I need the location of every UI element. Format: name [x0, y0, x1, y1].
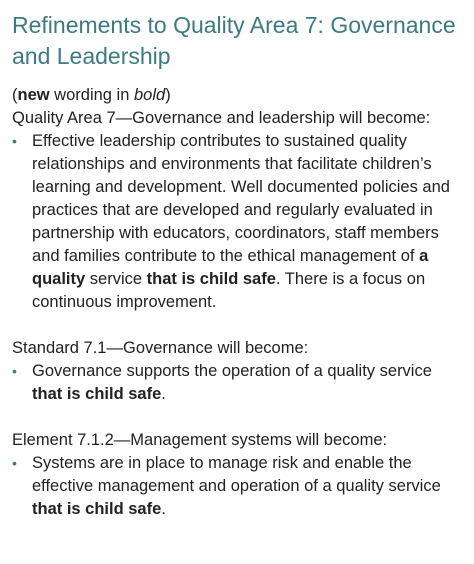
text-segment: Governance supports the operation of a quality service [32, 362, 432, 380]
text-segment: Effective leadership contributes to sustained quality relationships and environments that facilitate children’s learning and development. Well documented policies and practices that are developed and regularly evaluated in partnership with educators, coordinators, staff members and families contribute to the ethical management of [32, 132, 450, 265]
bullet-text [32, 360, 466, 406]
list-item [12, 360, 466, 406]
text-segment: . There is a focus on continuous improvement. [32, 270, 426, 311]
bullet-icon: • [12, 133, 17, 149]
text-segment-bold: that is child safe [146, 270, 276, 288]
text-segment-bold: a quality [32, 247, 429, 288]
note-bold-word: bold [133, 86, 166, 104]
text-segment: service [85, 270, 147, 288]
text-segment: . [161, 385, 166, 403]
text-segment-bold: that is child safe [32, 500, 162, 518]
note-new-word: new [17, 86, 50, 104]
wording-note [12, 84, 466, 107]
note-open: ( [12, 86, 18, 104]
bullet-text [32, 130, 466, 314]
list-item [12, 130, 466, 314]
text-segment-bold: that is child safe [32, 385, 162, 403]
text-segment: Systems are in place to manage risk and enable the effective management and operation of a quality service [32, 454, 441, 495]
section-heading-standard: Standard 7.1—Governance will become: [12, 339, 309, 357]
note-middle: wording in [49, 86, 134, 104]
section-gap [12, 314, 466, 337]
text-segment: . [161, 500, 166, 518]
section-heading-element: Element 7.1.2—Management systems will become: [12, 431, 388, 449]
section-gap [12, 406, 466, 429]
document-page [12, 10, 466, 521]
bullet-icon: • [12, 455, 17, 471]
bullet-icon: • [12, 363, 17, 379]
section-heading-quality-area: Quality Area 7—Governance and leadership will become: [12, 109, 431, 127]
page-title: Refinements to Quality Area 7: Governance and Leadership [12, 12, 456, 69]
note-close: ) [165, 86, 171, 104]
bullet-text [32, 452, 466, 521]
list-item [12, 452, 466, 521]
